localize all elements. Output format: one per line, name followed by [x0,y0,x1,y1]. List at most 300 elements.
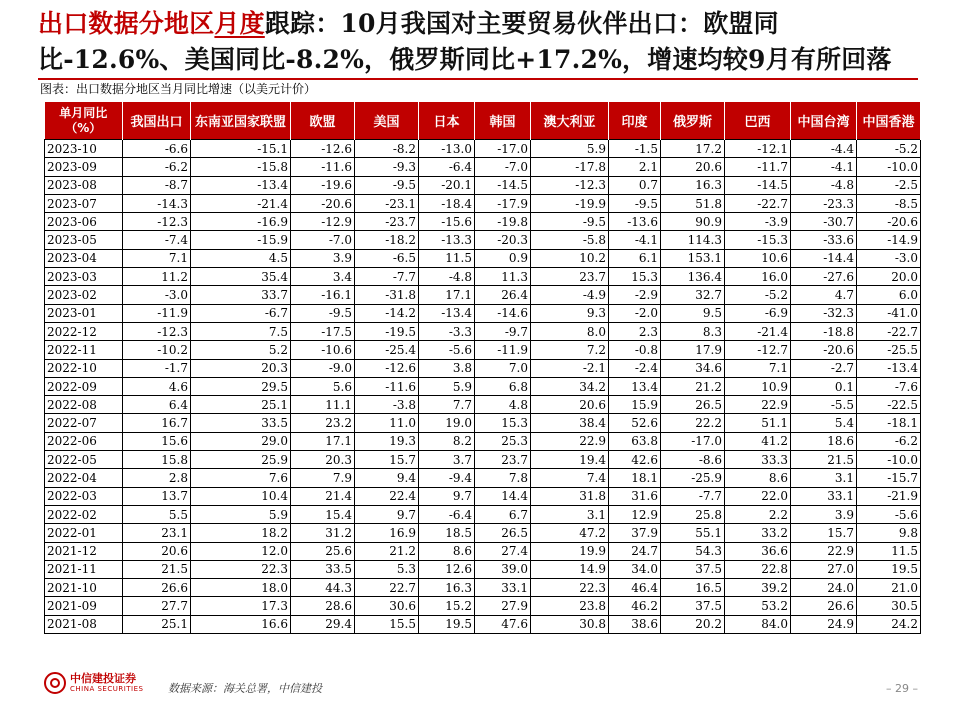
table-cell: 4.8 [475,396,531,414]
table-cell: 17.2 [661,140,725,158]
table-cell: -6.2 [123,158,191,176]
table-cell: -33.6 [791,231,857,249]
table-cell: -3.0 [857,249,921,267]
table-cell: 12.6 [419,560,475,578]
column-header: 巴西 [725,102,791,140]
row-date: 2023-07 [45,194,123,212]
table-row [45,249,921,267]
table-cell: 25.3 [475,432,531,450]
column-header: 韩国 [475,102,531,140]
table-cell: -5.6 [419,341,475,359]
table-cell: 33.5 [191,414,291,432]
table-cell: 33.5 [291,560,355,578]
table-cell: 27.4 [475,542,531,560]
table-cell: -14.4 [791,249,857,267]
table-cell: 32.7 [661,286,725,304]
table-cell: 24.0 [791,579,857,597]
table-cell: -7.0 [475,158,531,176]
table-cell: 8.0 [531,322,609,340]
table-cell: 9.5 [661,304,725,322]
row-date: 2023-08 [45,176,123,194]
table-cell: -22.7 [857,322,921,340]
table-cell: 6.7 [475,505,531,523]
table-cell: -7.6 [857,377,921,395]
row-date: 2022-07 [45,414,123,432]
table-cell: -19.8 [475,213,531,231]
table-row [45,322,921,340]
table-cell: 35.4 [191,268,291,286]
table-header-row [45,102,921,140]
table-cell: 26.5 [661,396,725,414]
table-cell: 0.7 [609,176,661,194]
row-date: 2022-10 [45,359,123,377]
table-cell: -6.9 [725,304,791,322]
table-row [45,304,921,322]
table-cell: 18.0 [191,579,291,597]
table-cell: 51.1 [725,414,791,432]
table-row [45,542,921,560]
table-cell: 5.9 [191,505,291,523]
table-cell: 54.3 [661,542,725,560]
table-cell: 7.6 [191,469,291,487]
table-cell: 2.1 [609,158,661,176]
table-cell: -13.6 [609,213,661,231]
column-header: 我国出口 [123,102,191,140]
table-cell: 16.0 [725,268,791,286]
table-cell: -22.7 [725,194,791,212]
table-cell: -2.7 [791,359,857,377]
table-cell: -13.0 [419,140,475,158]
table-cell: -12.7 [725,341,791,359]
table-cell: 47.6 [475,615,531,633]
table-cell: -12.6 [355,359,419,377]
row-date: 2022-09 [45,377,123,395]
row-date: 2023-05 [45,231,123,249]
table-cell: 55.1 [661,524,725,542]
table-cell: 11.5 [419,249,475,267]
row-date: 2022-04 [45,469,123,487]
table-cell: -12.3 [123,322,191,340]
table-cell: 9.3 [531,304,609,322]
table-row [45,396,921,414]
table-cell: 21.0 [857,579,921,597]
table-cell: -4.8 [419,268,475,286]
table-row [45,469,921,487]
table-cell: -13.4 [857,359,921,377]
column-header: 东南亚国家联盟 [191,102,291,140]
table-cell: 42.6 [609,451,661,469]
table-cell: 7.7 [419,396,475,414]
table-cell: -16.9 [191,213,291,231]
table-cell: 17.1 [291,432,355,450]
table-cell: -6.4 [419,158,475,176]
table-cell: -4.1 [791,158,857,176]
table-cell: 63.8 [609,432,661,450]
table-cell: -3.0 [123,286,191,304]
column-header: 中国香港 [857,102,921,140]
table-cell: 25.1 [123,615,191,633]
row-date: 2022-06 [45,432,123,450]
table-cell: 20.6 [531,396,609,414]
table-cell: 25.9 [191,451,291,469]
table-cell: 15.5 [355,615,419,633]
table-cell: -7.0 [291,231,355,249]
table-cell: -11.7 [725,158,791,176]
table-cell: -21.4 [725,322,791,340]
table-row [45,505,921,523]
table-cell: -5.2 [725,286,791,304]
table-cell: 19.5 [419,615,475,633]
table-cell: 20.3 [191,359,291,377]
table-cell: 29.4 [291,615,355,633]
table-cell: -25.9 [661,469,725,487]
table-cell: -8.2 [355,140,419,158]
table-cell: -3.3 [419,322,475,340]
table-cell: -6.2 [857,432,921,450]
table-cell: -19.5 [355,322,419,340]
table-cell: 8.3 [661,322,725,340]
table-cell: 22.8 [725,560,791,578]
table-cell: 26.4 [475,286,531,304]
table-cell: -18.8 [791,322,857,340]
table-cell: 52.6 [609,414,661,432]
table-cell: -25.4 [355,341,419,359]
table-cell: -14.5 [725,176,791,194]
table-cell: 15.8 [123,451,191,469]
table-cell: 37.9 [609,524,661,542]
table-cell: -13.3 [419,231,475,249]
column-header: 美国 [355,102,419,140]
table-cell: 7.4 [531,469,609,487]
table-cell: -15.7 [857,469,921,487]
table-cell: 26.6 [123,579,191,597]
table-cell: 27.0 [791,560,857,578]
table-cell: 33.7 [191,286,291,304]
table-cell: 25.8 [661,505,725,523]
table-cell: -4.8 [791,176,857,194]
table-cell: 29.0 [191,432,291,450]
table-row [45,377,921,395]
table-cell: 136.4 [661,268,725,286]
table-cell: 15.2 [419,597,475,615]
table-cell: -4.9 [531,286,609,304]
table-cell: 39.0 [475,560,531,578]
table-cell: 7.8 [475,469,531,487]
table-cell: 20.0 [857,268,921,286]
table-cell: 18.2 [191,524,291,542]
row-date: 2023-01 [45,304,123,322]
table-cell: 21.2 [661,377,725,395]
table-cell: -2.9 [609,286,661,304]
table-cell: -20.3 [475,231,531,249]
table-cell: 4.6 [123,377,191,395]
table-cell: 7.5 [191,322,291,340]
table-cell: 31.6 [609,487,661,505]
table-cell: -12.3 [123,213,191,231]
table-cell: -10.6 [291,341,355,359]
table-cell: 26.5 [475,524,531,542]
row-date: 2021-11 [45,560,123,578]
table-row [45,524,921,542]
table-cell: -20.6 [291,194,355,212]
table-cell: 5.5 [123,505,191,523]
table-cell: 20.3 [291,451,355,469]
table-cell: -13.4 [419,304,475,322]
table-cell: 5.9 [419,377,475,395]
table-cell: 5.9 [531,140,609,158]
table-cell: 3.1 [791,469,857,487]
table-row [45,213,921,231]
table-cell: 12.9 [609,505,661,523]
column-header: 日本 [419,102,475,140]
table-cell: 17.9 [661,341,725,359]
row-date: 2022-02 [45,505,123,523]
table-cell: 2.8 [123,469,191,487]
table-row [45,579,921,597]
table-cell: -11.9 [475,341,531,359]
table-cell: 22.0 [725,487,791,505]
table-cell: -5.5 [791,396,857,414]
table-cell: 25.6 [291,542,355,560]
table-cell: 18.6 [791,432,857,450]
table-cell: -11.9 [123,304,191,322]
table-cell: -9.4 [419,469,475,487]
table-cell: -11.6 [355,377,419,395]
table-cell: 3.4 [291,268,355,286]
title-part-3: 跟踪：10月我国对主要贸易伙伴出口：欧盟同比-12.6%、美国同比-8.2%，俄罗斯同比+17.2%，增速均较9月有所回落 [38,9,892,74]
table-cell: 15.3 [609,268,661,286]
table-cell: 7.9 [291,469,355,487]
table-cell: 11.0 [355,414,419,432]
row-date: 2022-08 [45,396,123,414]
table-cell: -6.5 [355,249,419,267]
table-cell: 13.7 [123,487,191,505]
table-cell: 22.4 [355,487,419,505]
table-cell: 34.2 [531,377,609,395]
table-cell: 3.1 [531,505,609,523]
table-cell: 24.2 [857,615,921,633]
table-cell: 31.8 [531,487,609,505]
table-cell: -5.8 [531,231,609,249]
table-cell: 6.4 [123,396,191,414]
table-cell: -14.2 [355,304,419,322]
row-date: 2022-12 [45,322,123,340]
table-row [45,615,921,633]
row-date: 2022-11 [45,341,123,359]
table-cell: 20.6 [661,158,725,176]
row-date: 2021-09 [45,597,123,615]
table-cell: 20.2 [661,615,725,633]
table-cell: -19.9 [531,194,609,212]
table-cell: 6.8 [475,377,531,395]
company-logo [44,670,143,696]
china-securities-logo-icon [44,672,66,694]
table-cell: 30.5 [857,597,921,615]
table-cell: 22.3 [531,579,609,597]
table-cell: 28.6 [291,597,355,615]
table-cell: 6.0 [857,286,921,304]
column-header: 印度 [609,102,661,140]
table-cell: -15.8 [191,158,291,176]
table-cell: 23.8 [531,597,609,615]
table-cell: 11.5 [857,542,921,560]
table-cell: -9.5 [291,304,355,322]
table-cell: -6.4 [419,505,475,523]
table-cell: -7.7 [661,487,725,505]
table-cell: -2.4 [609,359,661,377]
table-cell: 20.6 [123,542,191,560]
table-cell: 26.6 [791,597,857,615]
table-cell: 5.2 [191,341,291,359]
table-cell: 31.2 [291,524,355,542]
table-cell: 10.6 [725,249,791,267]
table-cell: 6.1 [609,249,661,267]
table-cell: 17.3 [191,597,291,615]
row-date: 2023-10 [45,140,123,158]
table-cell: -9.5 [531,213,609,231]
column-header: 欧盟 [291,102,355,140]
table-cell: -14.5 [475,176,531,194]
table-cell: 24.7 [609,542,661,560]
table-cell: 15.4 [291,505,355,523]
table-cell: -9.0 [291,359,355,377]
table-cell: -6.6 [123,140,191,158]
table-cell: 153.1 [661,249,725,267]
table-cell: 18.1 [609,469,661,487]
table-row [45,359,921,377]
table-cell: 15.3 [475,414,531,432]
table-cell: 46.4 [609,579,661,597]
table-cell: 33.1 [475,579,531,597]
table-cell: 7.1 [725,359,791,377]
table-cell: -14.6 [475,304,531,322]
row-date: 2022-01 [45,524,123,542]
table-cell: 15.6 [123,432,191,450]
table-cell: 24.9 [791,615,857,633]
table-cell: -5.6 [857,505,921,523]
table-cell: -2.1 [531,359,609,377]
table-cell: 8.2 [419,432,475,450]
table-cell: 9.4 [355,469,419,487]
table-cell: 53.2 [725,597,791,615]
table-cell: 27.7 [123,597,191,615]
table-cell: 90.9 [661,213,725,231]
table-cell: 3.9 [791,505,857,523]
table-cell: 10.2 [531,249,609,267]
table-cell: -8.6 [661,451,725,469]
table-cell: -41.0 [857,304,921,322]
table-cell: 19.4 [531,451,609,469]
table-cell: 51.8 [661,194,725,212]
table-cell: 84.0 [725,615,791,633]
table-cell: -15.9 [191,231,291,249]
table-cell: -23.1 [355,194,419,212]
table-row [45,341,921,359]
table-cell: -7.4 [123,231,191,249]
logo-name-cn: 中信建投证券 [70,671,136,685]
table-cell: -15.3 [725,231,791,249]
table-cell: -17.0 [661,432,725,450]
table-cell: 2.2 [725,505,791,523]
table-row [45,414,921,432]
table-cell: 34.6 [661,359,725,377]
table-cell: 10.4 [191,487,291,505]
table-cell: -9.5 [355,176,419,194]
table-cell: 114.3 [661,231,725,249]
table-cell: 21.5 [123,560,191,578]
table-row [45,194,921,212]
table-cell: 34.0 [609,560,661,578]
table-cell: -1.5 [609,140,661,158]
table-cell: 5.6 [291,377,355,395]
table-cell: 30.8 [531,615,609,633]
table-cell: 33.3 [725,451,791,469]
table-cell: 16.3 [661,176,725,194]
table-cell: 16.6 [191,615,291,633]
table-cell: -12.3 [531,176,609,194]
table-cell: -20.1 [419,176,475,194]
table-row [45,231,921,249]
table-row [45,451,921,469]
row-date: 2022-05 [45,451,123,469]
table-cell: 22.9 [791,542,857,560]
table-cell: 15.7 [355,451,419,469]
table-cell: -13.4 [191,176,291,194]
table-cell: 8.6 [725,469,791,487]
table-cell: 16.7 [123,414,191,432]
table-cell: 44.3 [291,579,355,597]
table-cell: -17.9 [475,194,531,212]
table-row [45,140,921,158]
table-cell: 38.4 [531,414,609,432]
table-cell: -10.0 [857,158,921,176]
table-cell: -21.4 [191,194,291,212]
table-cell: 16.9 [355,524,419,542]
table-cell: -22.5 [857,396,921,414]
table-cell: -14.9 [857,231,921,249]
table-cell: 3.9 [291,249,355,267]
table-cell: -10.2 [123,341,191,359]
table-cell: 37.5 [661,560,725,578]
table-cell: -2.0 [609,304,661,322]
table-cell: -19.6 [291,176,355,194]
column-header: 中国台湾 [791,102,857,140]
table-cell: -10.0 [857,451,921,469]
row-date: 2023-09 [45,158,123,176]
table-cell: -16.1 [291,286,355,304]
table-cell: -9.7 [475,322,531,340]
table-cell: 2.3 [609,322,661,340]
table-cell: -23.7 [355,213,419,231]
export-growth-table [44,102,921,634]
table-row [45,487,921,505]
table-cell: 22.2 [661,414,725,432]
table-cell: 33.2 [725,524,791,542]
table-row [45,176,921,194]
table-cell: 21.2 [355,542,419,560]
table-cell: 11.1 [291,396,355,414]
table-cell: 5.3 [355,560,419,578]
table-cell: -30.7 [791,213,857,231]
title-divider [38,78,918,80]
table-cell: -9.3 [355,158,419,176]
table-cell: 23.2 [291,414,355,432]
table-cell: -9.5 [609,194,661,212]
table-cell: 41.2 [725,432,791,450]
table-cell: 19.0 [419,414,475,432]
table-cell: -17.8 [531,158,609,176]
table-cell: -17.5 [291,322,355,340]
